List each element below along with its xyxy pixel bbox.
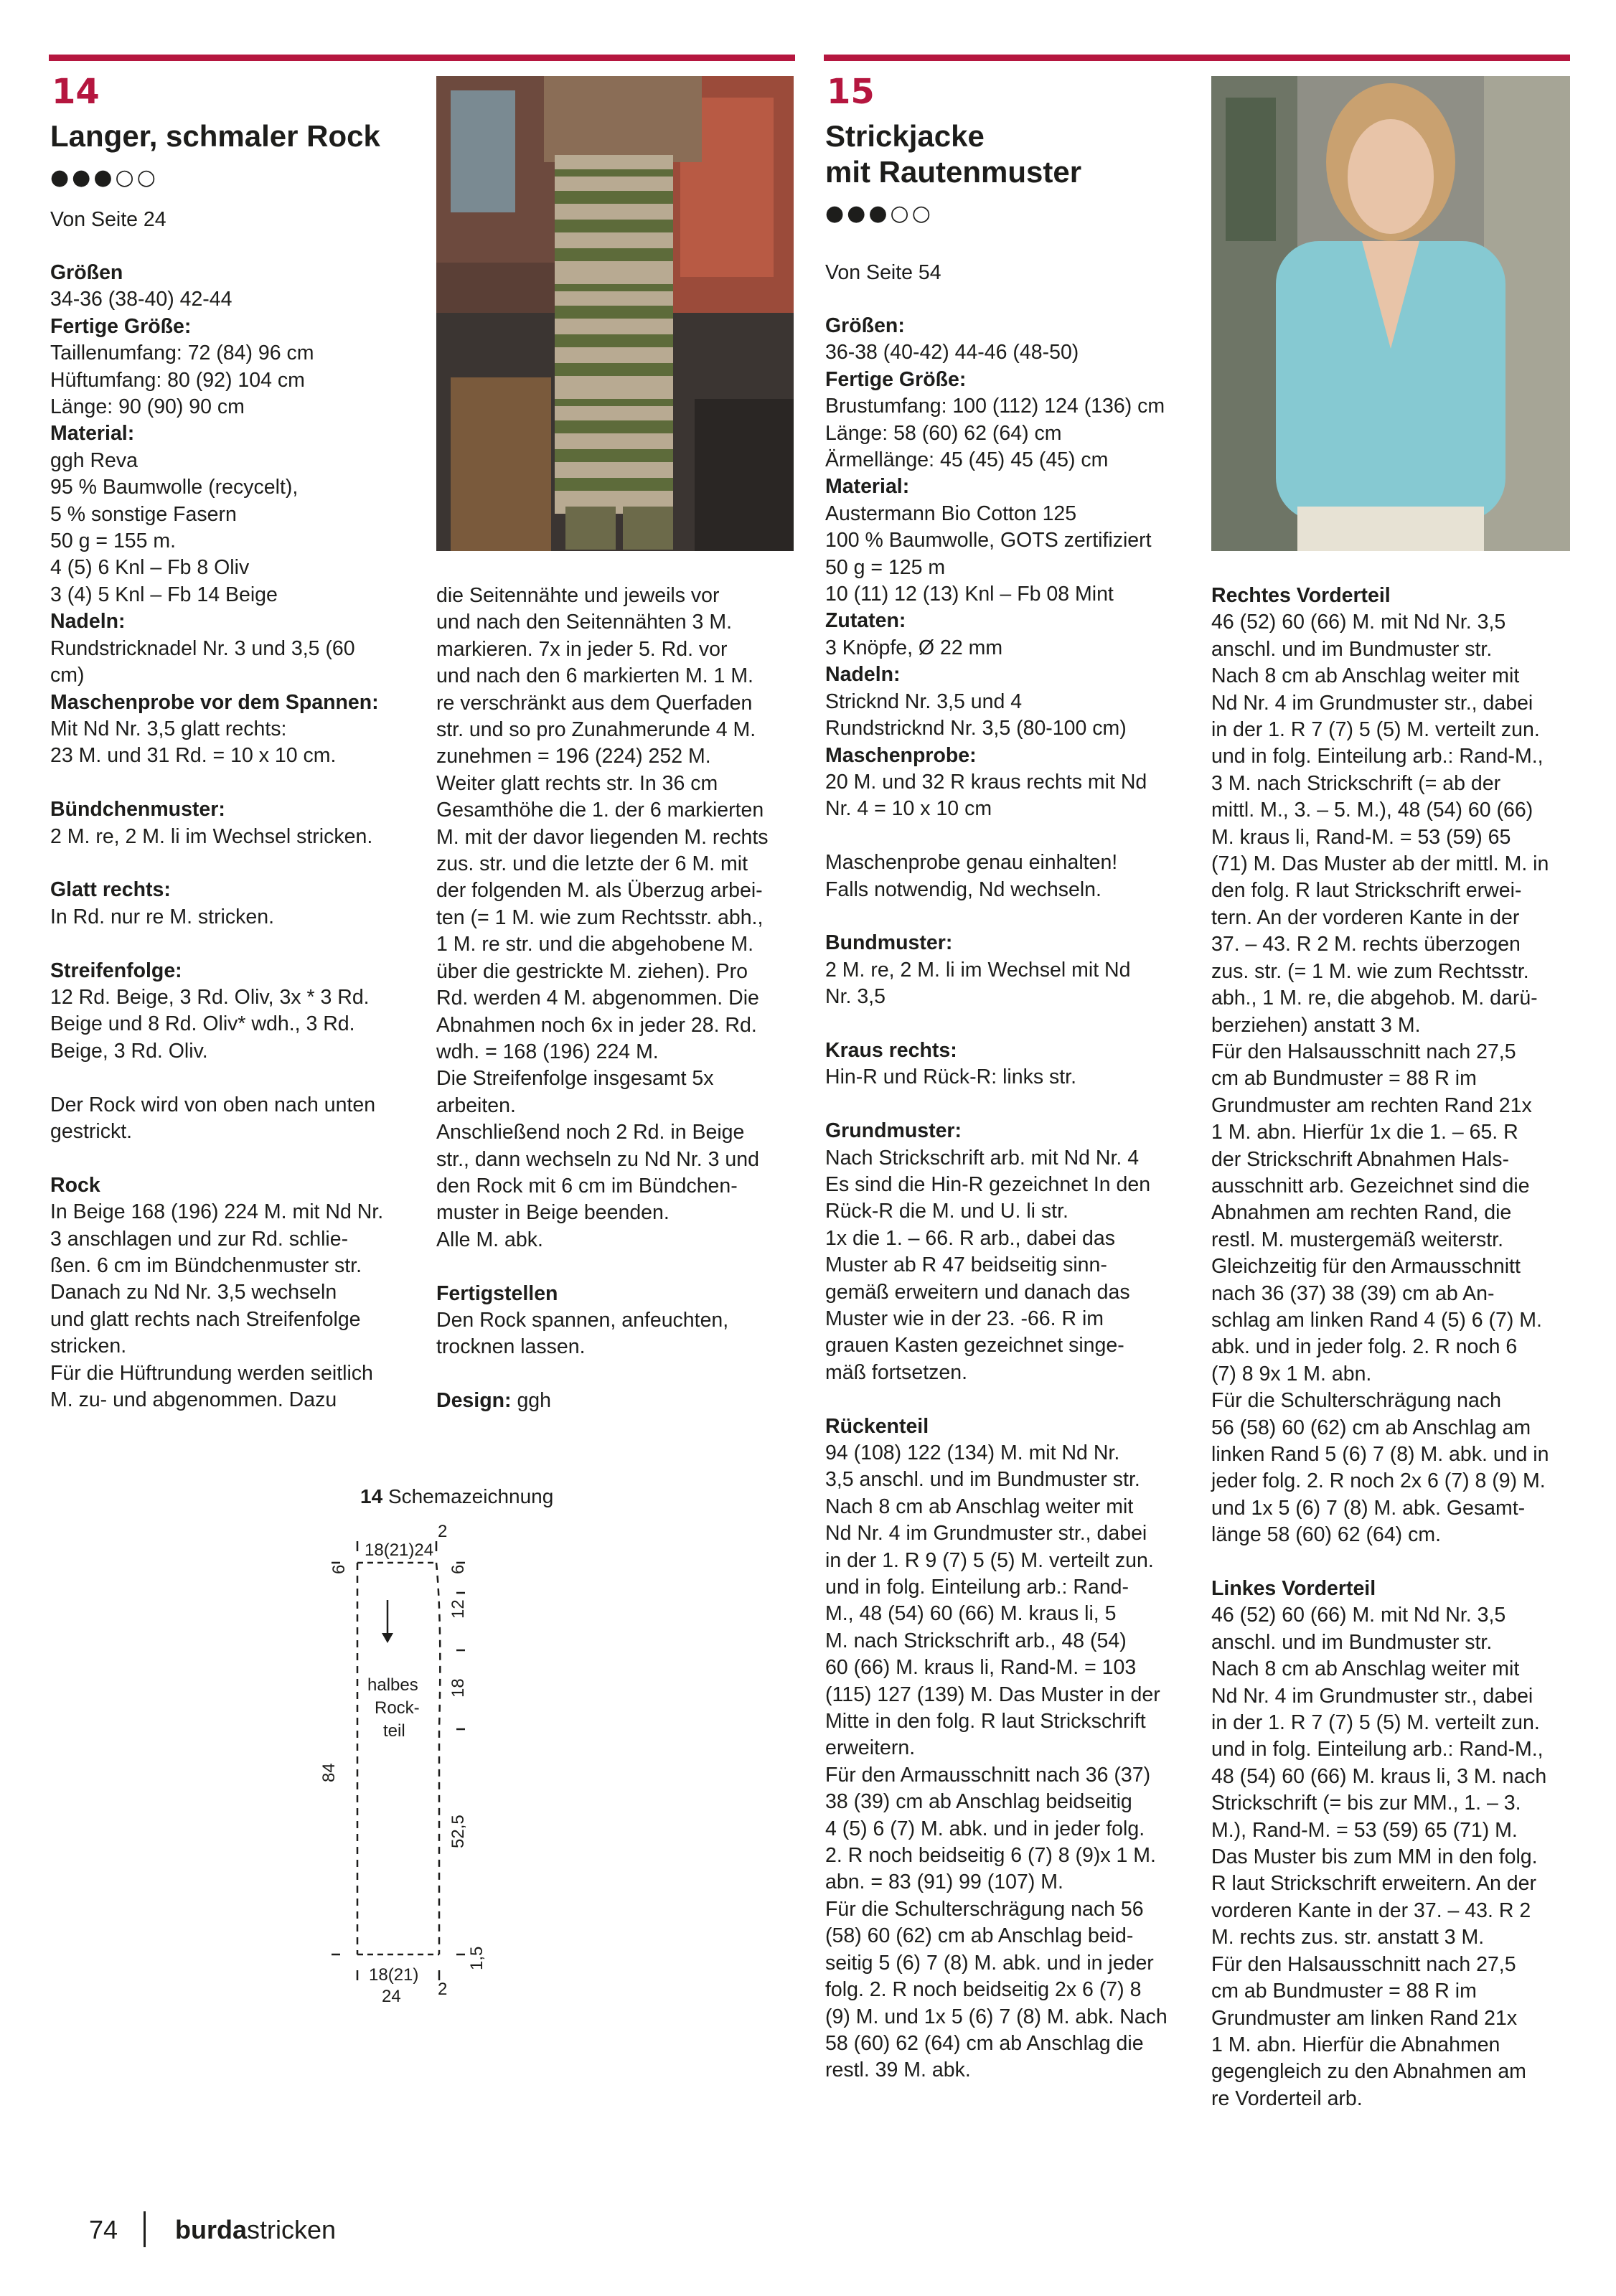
text-line: Rundstricknd Nr. 3,5 (80-100 cm): [825, 717, 1127, 740]
text-line: muster in Beige beenden.: [436, 1201, 670, 1225]
article-title-15-line1: Strickjacke: [825, 119, 985, 153]
text-line: abk. und in jeder folg. 2. R noch 6: [1211, 1335, 1518, 1359]
paragraph-gap: [50, 1065, 423, 1091]
text-line: Grundmuster am rechten Rand 21x: [1211, 1093, 1532, 1117]
schema-right-top: 6: [448, 1564, 468, 1574]
text-line: 1x die 1. – 66. R arb., dabei das: [825, 1226, 1116, 1250]
text-line: Falls notwendig, Nd wechseln.: [825, 878, 1101, 901]
difficulty-rating-14: ●●●○○: [50, 165, 159, 190]
section-heading: Nadeln:: [50, 610, 126, 634]
text-line: Hin-R und Rück-R: links str.: [825, 1065, 1077, 1089]
text-line: 36-38 (40-42) 44-46 (48-50): [825, 341, 1079, 364]
text-line: 46 (52) 60 (66) M. mit Nd Nr. 3,5: [1211, 1604, 1506, 1627]
from-page-14: Von Seite 24: [50, 208, 166, 231]
text-line: 1 M. abn. Hierfür 1x die 1. – 65. R: [1211, 1121, 1518, 1144]
difficulty-rating-15: ●●●○○: [825, 201, 934, 226]
text-line: Gesamthöhe die 1. der 6 markierten: [436, 799, 764, 822]
text-line: Strickschrift (= bis zur MM., 1. – 3.: [1211, 1792, 1521, 1815]
text-line: (58) 60 (62) cm ab Anschlag beid-: [825, 1924, 1134, 1948]
text-line: berziehen) anstatt 3 M.: [1211, 1013, 1421, 1037]
page-number: 74: [89, 2215, 118, 2244]
text-line: Hüftumfang: 80 (92) 104 cm: [50, 368, 305, 392]
text-line: Rundstricknadel Nr. 3 und 3,5 (60: [50, 636, 355, 660]
text-line: 3 anschlagen und zur Rd. schlie-: [50, 1227, 349, 1251]
paragraph-gap: [825, 823, 1198, 850]
text-line: grauen Kasten gezeichnet singe-: [825, 1334, 1124, 1358]
text-line: In Beige 168 (196) 224 M. mit Nd Nr.: [50, 1200, 384, 1224]
skirt-schema-diagram: [316, 1514, 502, 2031]
schema-label: Schemazeichnung: [387, 1485, 554, 1507]
text-line: zunehmen = 196 (224) 252 M.: [436, 745, 711, 768]
text-line: und glatt rechts nach Streifenfolge: [50, 1307, 361, 1331]
text-line: den Rock mit 6 cm im Bündchen-: [436, 1174, 738, 1198]
schema-bottom-ease: 2: [438, 1980, 448, 1999]
text-line: str. und so pro Zunahmerunde 4 M.: [436, 718, 756, 742]
text-line: stricken.: [50, 1335, 127, 1358]
article-title-15-line2: mit Rautenmuster: [825, 155, 1082, 189]
text-line: die Seitennähte und jeweils vor: [436, 584, 720, 607]
text-line: (115) 127 (139) M. Das Muster in der: [825, 1683, 1160, 1706]
paragraph-gap: [825, 1386, 1198, 1413]
schema-number: 14: [360, 1485, 383, 1507]
text-line: 50 g = 125 m: [825, 555, 946, 579]
section-heading: Maschenprobe vor dem Spannen:: [50, 690, 379, 714]
text-line: ten (= 1 M. wie zum Rechtsstr. abh.,: [436, 905, 764, 929]
text-line: anschl. und im Bundmuster str.: [1211, 637, 1493, 661]
text-line: In Rd. nur re M. stricken.: [50, 905, 275, 928]
text-line: Ärmellänge: 45 (45) 45 (45) cm: [825, 448, 1109, 472]
text-line: anschl. und im Bundmuster str.: [1211, 1630, 1493, 1654]
text-line: mittl. M., 3. – 5. M.), 48 (54) 60 (66): [1211, 799, 1533, 822]
text-line: abh., 1 M. re, die abgehob. M. darü-: [1211, 987, 1538, 1010]
text-line: Länge: 58 (60) 62 (64) cm: [825, 421, 1062, 445]
text-line: und nach den Seitennähten 3 M.: [436, 611, 732, 634]
schema-right-52: 52,5: [448, 1815, 468, 1848]
text-line: Das Muster bis zum MM in den folg.: [1211, 1845, 1538, 1869]
text-line: Weiter glatt rechts str. In 36 cm: [436, 771, 718, 795]
text-line: Nach 8 cm ab Anschlag weiter mit: [1211, 1657, 1520, 1681]
text-line: trocknen lassen.: [436, 1335, 586, 1359]
article-title-14: Langer, schmaler Rock: [50, 119, 380, 153]
text-line: Abnahmen am rechten Rand, die: [1211, 1201, 1512, 1225]
schema-right-18: 18: [448, 1678, 468, 1698]
text-line: (71) M. Das Muster ab der mittl. M. in: [1211, 852, 1549, 876]
section-heading: Rechtes Vorderteil: [1211, 584, 1391, 607]
text-line: Die Streifenfolge insgesamt 5x: [436, 1067, 714, 1091]
text-line: markieren. 7x in jeder 5. Rd. vor: [436, 637, 728, 661]
text-line: 3 Knöpfe, Ø 22 mm: [825, 636, 1003, 659]
from-page-15: Von Seite 54: [825, 261, 941, 284]
text-line: Nr. 4 = 10 x 10 cm: [825, 797, 992, 821]
text-line: Austermann Bio Cotton 125: [825, 502, 1077, 525]
cardigan-photo: [1211, 76, 1570, 551]
text-line: schlag am linken Rand 4 (5) 6 (7) M.: [1211, 1308, 1542, 1332]
text-line: linken Rand 5 (6) 7 (8) M. abk. und in: [1211, 1443, 1549, 1466]
text-line: und in folg. Einteilung arb.: Rand-M.,: [1211, 745, 1544, 768]
brand-rest: stricken: [247, 2215, 337, 2244]
schema-top-ease: 2: [438, 1522, 448, 1541]
section-heading: Nadeln:: [825, 663, 901, 687]
text-line: 4 (5) 6 Knl – Fb 8 Oliv: [50, 556, 250, 580]
section-heading: Rock: [50, 1173, 100, 1197]
text-line: Muster ab R 47 beidseitig sinn-: [825, 1253, 1107, 1277]
schema-left-top: 6: [329, 1564, 349, 1574]
text-line: Mit Nd Nr. 3,5 glatt rechts:: [50, 717, 287, 740]
section-heading: Material:: [825, 475, 910, 499]
text-line: in der 1. R 9 (7) 5 (5) M. verteilt zun.: [825, 1548, 1154, 1572]
section-rule-15: [824, 55, 1570, 61]
text-line: abn. = 83 (91) 99 (107) M.: [825, 1871, 1063, 1894]
text-line: nach 36 (37) 38 (39) cm ab An-: [1211, 1281, 1495, 1305]
text-line: M. rechts zus. str. anstatt 3 M.: [1211, 1926, 1485, 1949]
text-line: Mitte in den folg. R laut Strickschrift: [825, 1710, 1146, 1733]
text-line: 3,5 anschl. und im Bundmuster str.: [825, 1468, 1140, 1492]
section-heading: Fertige Größe:: [825, 367, 967, 391]
text-line: 12 Rd. Beige, 3 Rd. Oliv, 3x * 3 Rd.: [50, 985, 370, 1009]
paragraph-gap: [50, 1145, 423, 1172]
text-line: wdh. = 168 (196) 224 M.: [436, 1040, 659, 1063]
text-line: den folg. R laut Strickschrift erwei-: [1211, 879, 1522, 903]
text-line: 100 % Baumwolle, GOTS zertifiziert: [825, 529, 1152, 552]
text-line: Anschließend noch 2 Rd. in Beige: [436, 1121, 745, 1144]
text-line: R laut Strickschrift erweitern. An der: [1211, 1872, 1536, 1896]
text-line: Beige, 3 Rd. Oliv.: [50, 1039, 208, 1063]
paragraph-gap: [825, 1091, 1198, 1118]
text-line: folg. 2. R noch beidseitig 2x 6 (7) 8: [825, 1978, 1142, 2002]
text-line: M.), Rand-M. = 53 (59) 65 (71) M.: [1211, 1818, 1518, 1842]
section-heading: Material:: [50, 422, 135, 446]
text-line: restl. 39 M. abk.: [825, 2059, 971, 2082]
section-heading: Glatt rechts:: [50, 878, 171, 902]
text-line: gestrickt.: [50, 1119, 133, 1143]
text-line: Nach 8 cm ab Anschlag weiter mit: [825, 1495, 1134, 1518]
paragraph-gap: [50, 931, 423, 957]
text-line: Abnahmen noch 6x in jeder 28. Rd.: [436, 1013, 757, 1037]
text-line: M. mit der davor liegenden M. rechts: [436, 825, 769, 849]
text-line: 5 % sonstige Fasern: [50, 502, 237, 526]
text-line: Für die Hüftrundung werden seitlich: [50, 1361, 373, 1385]
text-line: Nd Nr. 4 im Grundmuster str., dabei: [1211, 691, 1533, 715]
text-line: Rück-R die M. und U. li str.: [825, 1200, 1068, 1223]
section-heading: Bundmuster:: [825, 931, 953, 955]
text-line: gemäß erweitern und danach das: [825, 1280, 1130, 1304]
text-line: 1 M. abn. Hierfür die Abnahmen: [1211, 2033, 1500, 2056]
schema-right-15: 1,5: [467, 1946, 487, 1970]
text-line: 48 (54) 60 (66) M. kraus li, 3 M. nach: [1211, 1764, 1547, 1788]
section-heading: Grundmuster:: [825, 1119, 962, 1143]
footer-divider: [144, 2211, 146, 2247]
section-rule-14: [49, 55, 795, 61]
text-line: 95 % Baumwolle (recycelt),: [50, 476, 299, 499]
article-15-column-1: [825, 313, 1198, 2084]
section-heading: Fertige Größe:: [50, 314, 192, 338]
text-line: str., dann wechseln zu Nd Nr. 3 und: [436, 1147, 759, 1171]
skirt-photo: [436, 76, 794, 551]
text-line: 3 (4) 5 Knl – Fb 14 Beige: [50, 583, 278, 606]
text-line: M. kraus li, Rand-M. = 53 (59) 65: [1211, 825, 1511, 849]
schema-right-edge: [436, 1563, 440, 1954]
text-line: 2. R noch beidseitig 6 (7) 8 (9)x 1 M.: [825, 1844, 1156, 1868]
text-line: cm): [50, 664, 85, 687]
schema-height: 84: [319, 1763, 339, 1782]
article-number-15: 15: [827, 72, 875, 112]
schema-bottom-width: 18(21): [369, 1965, 419, 1985]
section-heading: Maschenprobe:: [825, 743, 977, 767]
text-line: Nd Nr. 4 im Grundmuster str., dabei: [1211, 1684, 1533, 1708]
text-line: 4 (5) 6 (7) M. abk. und in jeder folg.: [825, 1817, 1145, 1840]
text-line: Den Rock spannen, anfeuchten,: [436, 1308, 729, 1332]
text-line: ausschnitt arb. Gezeichnet sind die: [1211, 1174, 1530, 1198]
text-line: Stricknd Nr. 3,5 und 4: [825, 690, 1023, 713]
text-line: Maschenprobe genau einhalten!: [825, 851, 1118, 875]
text-line: cm ab Bundmuster = 88 R im: [1211, 1067, 1477, 1091]
text-line: tern. An der vorderen Kante in der: [1211, 905, 1520, 929]
text-line: Länge: 90 (90) 90 cm: [50, 395, 245, 419]
text-line: Brustumfang: 100 (112) 124 (136) cm: [825, 395, 1165, 418]
section-heading: Design:: [436, 1389, 517, 1413]
text-line: jeder folg. 2. R noch 2x 6 (7) 8 (9) M.: [1211, 1469, 1546, 1493]
text-value: ggh: [517, 1389, 551, 1413]
text-line: länge 58 (60) 62 (64) cm.: [1211, 1523, 1441, 1547]
text-line: Für den Armausschnitt nach 36 (37): [825, 1763, 1151, 1787]
text-line: seitig 5 (6) 7 (8) M. abk. und in jeder: [825, 1951, 1154, 1975]
text-line: Danach zu Nd Nr. 3,5 wechseln: [50, 1281, 337, 1304]
brand-logo: [175, 2214, 336, 2246]
section-heading: Bündchenmuster:: [50, 798, 225, 822]
paragraph-gap: [436, 1361, 795, 1388]
text-line: und 1x 5 (6) 7 (8) M. abk. Gesamt-: [1211, 1496, 1526, 1520]
text-line: und nach den 6 markierten M. 1 M.: [436, 664, 753, 688]
text-line: Es sind die Hin-R gezeichnet In den: [825, 1172, 1151, 1196]
paragraph-gap: [50, 850, 423, 877]
text-line: zus. str. (= 1 M. wie zum Rechtsstr.: [1211, 959, 1529, 983]
text-line: re verschränkt aus dem Querfaden: [436, 691, 753, 715]
text-line: 1 M. re str. und die abgehobene M.: [436, 933, 754, 956]
schema-inner-2: Rock-: [375, 1698, 420, 1718]
text-line: 94 (108) 122 (134) M. mit Nd Nr.: [825, 1441, 1120, 1464]
text-line: M., 48 (54) 60 (66) M. kraus li, 5: [825, 1602, 1117, 1626]
text-line: 2 M. re, 2 M. li im Wechsel mit Nd: [825, 958, 1131, 982]
section-heading: Streifenfolge:: [50, 959, 182, 982]
text-line: und in folg. Einteilung arb.: Rand-: [825, 1576, 1129, 1599]
text-line: der Strickschrift Abnahmen Hals-: [1211, 1147, 1509, 1171]
text-line: ggh Reva: [50, 448, 138, 472]
article-14-column-1: [50, 260, 423, 1413]
text-line: arbeiten.: [436, 1093, 516, 1117]
text-line: vorderen Kante in der 37. – 43. R 2: [1211, 1899, 1531, 1922]
schema-arrow-head: [382, 1633, 393, 1643]
text-line: Nr. 3,5: [825, 985, 885, 1009]
schema-bottom-width2: 24: [382, 1987, 401, 2006]
schema-title: [360, 1484, 553, 1510]
section-heading: Linkes Vorderteil: [1211, 1577, 1376, 1601]
text-line: Nach Strickschrift arb. mit Nd Nr. 4: [825, 1146, 1140, 1170]
text-line: Der Rock wird von oben nach unten: [50, 1093, 376, 1116]
text-line: der folgenden M. als Überzug arbei-: [436, 879, 763, 903]
text-line: Für die Schulterschrägung nach: [1211, 1389, 1501, 1413]
text-line: Beige und 8 Rd. Oliv* wdh., 3 Rd.: [50, 1012, 355, 1036]
text-line: 20 M. und 32 R kraus rechts mit Nd: [825, 770, 1147, 794]
text-line: 10 (11) 12 (13) Knl – Fb 08 Mint: [825, 583, 1114, 606]
text-line: 37. – 43. R 2 M. rechts überzogen: [1211, 933, 1521, 956]
brand-bold: burda: [175, 2215, 248, 2244]
text-line: 46 (52) 60 (66) M. mit Nd Nr. 3,5: [1211, 611, 1506, 634]
text-line: Nach 8 cm ab Anschlag weiter mit: [1211, 664, 1520, 688]
text-line: Nd Nr. 4 im Grundmuster str., dabei: [825, 1522, 1147, 1545]
text-line: Muster wie in der 23. -66. R im: [825, 1307, 1104, 1330]
section-heading: Zutaten:: [825, 609, 906, 633]
text-line: Für die Schulterschrägung nach 56: [825, 1897, 1144, 1921]
section-heading: Größen:: [825, 314, 905, 337]
article-number-14: 14: [52, 72, 100, 112]
section-heading: Größen: [50, 261, 123, 284]
text-line: gegengleich zu den Abnahmen am: [1211, 2060, 1526, 2084]
text-line: ßen. 6 cm im Bündchenmuster str.: [50, 1253, 362, 1277]
text-line: 2 M. re, 2 M. li im Wechsel stricken.: [50, 824, 373, 848]
article-15-column-2: [1211, 583, 1570, 2112]
text-line: Gleichzeitig für den Armausschnitt: [1211, 1255, 1521, 1279]
schema-inner-3: teil: [383, 1721, 405, 1741]
schema-right-12: 12: [448, 1599, 468, 1619]
paragraph-gap: [1211, 1549, 1570, 1576]
text-line: 50 g = 155 m.: [50, 530, 177, 553]
text-line: in der 1. R 7 (7) 5 (5) M. verteilt zun.: [1211, 718, 1540, 742]
section-heading: Fertigstellen: [436, 1281, 558, 1305]
text-line: Grundmuster am linken Rand 21x: [1211, 2006, 1518, 2030]
text-line: 56 (58) 60 (62) cm ab Anschlag am: [1211, 1416, 1531, 1439]
text-line: 58 (60) 62 (64) cm ab Anschlag die: [825, 2031, 1144, 2055]
paragraph-gap: [436, 1253, 795, 1280]
text-line: M. nach Strickschrift arb., 48 (54): [825, 1629, 1127, 1652]
text-line: und in folg. Einteilung arb.: Rand-M.,: [1211, 1738, 1544, 1761]
text-line: restl. M. mustergemäß weiterstr.: [1211, 1228, 1504, 1251]
schema-top-width: 18(21)24: [365, 1540, 434, 1560]
text-line: M. zu- und abgenommen. Dazu: [50, 1388, 337, 1411]
text-line: über die gestrickte M. ziehen). Pro: [436, 959, 748, 983]
text-line: mäß fortsetzen.: [825, 1360, 967, 1384]
text-line: Rd. werden 4 M. abgenommen. Die: [436, 987, 759, 1010]
text-line: 60 (66) M. kraus li, Rand-M. = 103: [825, 1656, 1137, 1680]
text-line: zus. str. und die letzte der 6 M. mit: [436, 852, 748, 876]
text-line: erweitern.: [825, 1736, 916, 1760]
text-line: Für den Halsausschnitt nach 27,5: [1211, 1952, 1516, 1976]
text-line: in der 1. R 7 (7) 5 (5) M. verteilt zun.: [1211, 1711, 1540, 1735]
paragraph-gap: [50, 770, 423, 796]
section-heading: Kraus rechts:: [825, 1038, 957, 1062]
text-line: Taillenumfang: 72 (84) 96 cm: [50, 342, 314, 365]
text-line: 23 M. und 31 Rd. = 10 x 10 cm.: [50, 744, 337, 768]
text-line: (9) M. und 1x 5 (6) 7 (8) M. abk. Nach: [825, 2005, 1168, 2028]
text-line: cm ab Bundmuster = 88 R im: [1211, 1980, 1477, 2003]
section-heading: Rückenteil: [825, 1414, 929, 1438]
article-14-column-2: [436, 583, 795, 1415]
text-line: 34-36 (38-40) 42-44: [50, 288, 232, 311]
text-line: 38 (39) cm ab Anschlag beidseitig: [825, 1790, 1132, 1814]
paragraph-gap: [825, 903, 1198, 930]
paragraph-gap: [825, 1011, 1198, 1038]
text-line: (7) 8 9x 1 M. abn.: [1211, 1362, 1372, 1385]
text-line: Für den Halsausschnitt nach 27,5: [1211, 1040, 1516, 1063]
text-line: 3 M. nach Strickschrift (= ab der: [1211, 771, 1501, 795]
text-line: re Vorderteil arb.: [1211, 2086, 1363, 2110]
text-line: Alle M. abk.: [436, 1228, 543, 1251]
schema-inner-1: halbes: [367, 1675, 418, 1695]
